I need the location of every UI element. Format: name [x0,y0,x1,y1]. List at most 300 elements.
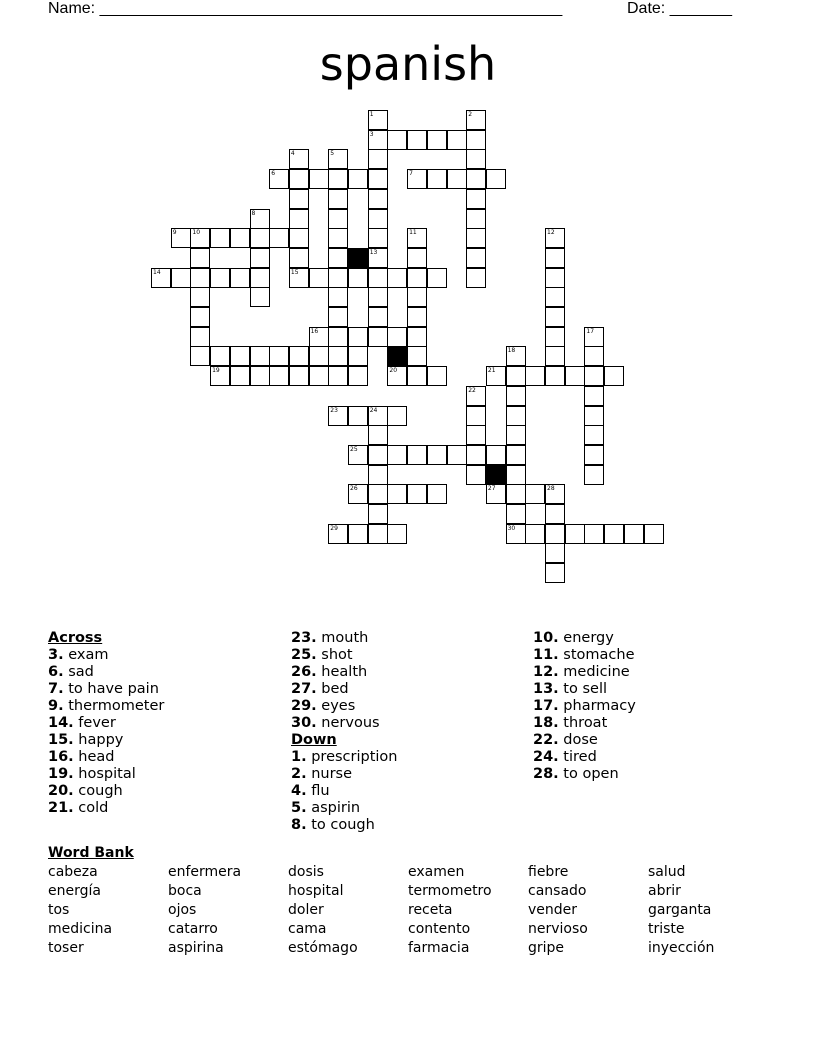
down-clue [291,749,397,766]
word-bank-word: toser [48,940,84,956]
clue-text: exam [63,647,109,663]
across-clue [48,800,164,817]
clue-number: 6. [48,664,64,680]
grid-cell[interactable] [387,484,407,504]
grid-cell[interactable] [387,327,407,347]
grid-cell[interactable] [368,169,388,189]
clue-text: to open [558,766,619,782]
grid-cell[interactable] [525,366,545,386]
grid-cell[interactable] [506,406,526,426]
clue-number: 24. [533,749,559,765]
down-clue [291,817,397,834]
grid-cell[interactable] [151,268,171,288]
clue-text: happy [73,732,124,748]
down-clue [533,698,636,715]
grid-cell[interactable] [486,169,506,189]
grid-cell[interactable] [525,524,545,544]
grid-cell[interactable] [486,445,506,465]
clue-number: 15. [48,732,74,748]
grid-cell[interactable] [584,445,604,465]
clue-text: to sell [558,681,607,697]
word-bank-word: enfermera [168,864,242,880]
word-bank-word: termometro [408,883,492,899]
grid-cell[interactable] [328,346,348,366]
grid-cell[interactable] [506,484,526,504]
clue-number: 19 [212,367,220,375]
grid-cell[interactable] [644,524,664,544]
word-bank-word: doler [288,902,324,918]
clue-text: head [73,749,115,765]
clue-text: stomache [558,647,635,663]
grid-cell[interactable] [466,189,486,209]
clue-number: 4 [290,150,295,158]
clue-number: 13 [369,248,378,256]
word-bank-word: vender [528,902,578,918]
clue-text: energy [558,630,614,646]
grid-cell[interactable] [250,209,270,229]
grid-cell[interactable] [309,366,329,386]
across-clue [48,715,164,732]
grid-cell[interactable] [368,327,388,347]
grid-cell[interactable] [506,386,526,406]
grid-cell[interactable] [545,228,565,248]
grid-cell[interactable] [368,209,388,229]
grid-cell[interactable] [466,406,486,426]
grid-cell[interactable] [584,366,604,386]
clue-text: pharmacy [558,698,636,714]
grid-cell[interactable] [250,248,270,268]
grid-cell[interactable] [407,484,427,504]
across-clue [48,698,164,715]
clue-number: 1. [291,749,307,765]
word-bank-word: catarro [168,921,218,937]
grid-cell[interactable] [269,169,289,189]
clue-text: dose [558,732,598,748]
clue-number: 3. [48,647,64,663]
grid-cell[interactable] [387,406,407,426]
grid-cell[interactable] [545,543,565,563]
grid-cell[interactable] [506,524,526,544]
word-bank-column [408,863,492,958]
grid-cell[interactable] [309,169,329,189]
grid-cell[interactable] [584,327,604,347]
grid-cell[interactable] [348,484,368,504]
grid-cell[interactable] [407,307,427,327]
word-bank-word: fiebre [528,864,569,880]
grid-cell[interactable] [328,327,348,347]
clue-number: 12. [533,664,559,680]
grid-cell[interactable] [368,268,388,288]
clue-number: 11 [409,229,417,237]
grid-cell[interactable] [190,327,210,347]
word-bank-word: cabeza [48,864,98,880]
grid-cell[interactable] [447,130,467,150]
grid-cell[interactable] [545,307,565,327]
grid-cell[interactable] [230,346,250,366]
grid-cell[interactable] [466,386,486,406]
word-bank-column [48,863,112,958]
clue-number: 25 [350,445,358,453]
grid-cell[interactable] [447,445,467,465]
grid-cell[interactable] [407,130,427,150]
clue-text: thermometer [63,698,165,714]
grid-cell[interactable] [427,366,447,386]
grid-cell[interactable] [368,189,388,209]
clue-number: 9. [48,698,64,714]
clue-text: cold [73,800,109,816]
grid-cell[interactable] [269,346,289,366]
grid-cell[interactable] [447,169,467,189]
grid-cell[interactable] [348,169,368,189]
grid-cell[interactable] [624,524,644,544]
grid-cell[interactable] [190,268,210,288]
page-title: spanish [319,37,497,91]
clue-number: 19. [48,766,74,782]
clue-number: 2 [468,111,473,118]
word-bank-word: garganta [648,902,712,918]
grid-cell[interactable] [545,346,565,366]
clue-number: 10. [533,630,559,646]
clue-number: 11. [533,647,559,663]
grid-cell[interactable] [171,228,191,248]
grid-cell[interactable] [466,149,486,169]
grid-cell[interactable] [427,445,447,465]
grid-cell[interactable] [545,484,565,504]
clue-number: 28. [533,766,559,782]
grid-cell[interactable] [407,287,427,307]
down-clue [291,800,397,817]
clue-number: 16. [48,749,74,765]
grid-cell[interactable] [466,445,486,465]
grid-cell[interactable] [289,228,309,248]
grid-cell[interactable] [368,504,388,524]
grid-cell[interactable] [466,228,486,248]
grid-cell[interactable] [387,445,407,465]
down-clue [533,732,636,749]
clue-text: medicine [558,664,630,680]
clues-column-1 [48,630,164,817]
grid-cell[interactable] [269,228,289,248]
grid-cell[interactable] [230,366,250,386]
grid-cell[interactable] [190,248,210,268]
clue-text: aspirin [306,800,361,816]
grid-cell[interactable] [604,366,624,386]
down-heading: Down [291,732,337,748]
grid-cell[interactable] [407,248,427,268]
down-clue [533,630,636,647]
grid-cell[interactable] [289,346,309,366]
grid-cell[interactable] [506,445,526,465]
clue-text: hospital [73,766,136,782]
clue-number: 12 [547,229,555,237]
grid-cell[interactable] [604,524,624,544]
grid-cell[interactable] [387,524,407,544]
grid-cell[interactable] [190,346,210,366]
grid-cell[interactable] [506,346,526,366]
word-bank-heading: Word Bank [48,845,134,861]
grid-cell[interactable] [368,406,388,426]
word-bank-word: receta [408,902,453,918]
grid-cell[interactable] [348,268,368,288]
clue-number: 29. [291,698,317,714]
grid-cell[interactable] [466,268,486,288]
grid-cell[interactable] [565,524,585,544]
grid-cell[interactable] [387,130,407,150]
grid-cell[interactable] [348,445,368,465]
grid-cell[interactable] [466,425,486,445]
grid-cell[interactable] [407,268,427,288]
black-square [387,346,407,366]
grid-cell[interactable] [309,268,329,288]
clue-number: 10 [192,229,201,237]
grid-cell[interactable] [525,484,545,504]
word-bank-column [528,863,588,958]
across-clue [291,715,397,732]
word-bank-word: aspirina [168,940,224,956]
word-bank-word: triste [648,921,685,937]
grid-cell[interactable] [210,366,230,386]
grid-cell[interactable] [309,346,329,366]
clue-number: 29 [330,524,338,532]
clue-number: 13. [533,681,559,697]
clue-text: sad [63,664,94,680]
clue-text: nurse [306,766,353,782]
grid-cell[interactable] [289,268,309,288]
grid-cell[interactable] [289,149,309,169]
clue-number: 20. [48,783,74,799]
grid-cell[interactable] [328,169,348,189]
grid-cell[interactable] [486,484,506,504]
word-bank-word: nervioso [528,921,588,937]
grid-cell[interactable] [190,307,210,327]
grid-cell[interactable] [250,268,270,288]
grid-cell[interactable] [348,346,368,366]
grid-cell[interactable] [565,366,585,386]
grid-cell[interactable] [427,268,447,288]
clue-number: 23. [291,630,317,646]
grid-cell[interactable] [190,287,210,307]
grid-cell[interactable] [348,366,368,386]
grid-cell[interactable] [171,268,191,288]
grid-cell[interactable] [368,110,388,130]
grid-cell[interactable] [328,228,348,248]
grid-cell[interactable] [368,425,388,445]
clue-number: 27 [487,485,496,493]
grid-cell[interactable] [545,248,565,268]
grid-cell[interactable] [486,366,506,386]
grid-cell[interactable] [368,445,388,465]
across-clue [291,630,397,647]
clue-number: 5. [291,800,307,816]
grid-cell[interactable] [328,209,348,229]
grid-cell[interactable] [289,169,309,189]
grid-cell[interactable] [466,465,486,485]
grid-cell[interactable] [387,268,407,288]
word-bank-word: contento [408,921,471,937]
grid-cell[interactable] [545,524,565,544]
grid-cell[interactable] [250,287,270,307]
grid-cell[interactable] [269,366,289,386]
grid-cell[interactable] [506,465,526,485]
clue-number: 2. [291,766,307,782]
grid-cell[interactable] [289,209,309,229]
grid-cell[interactable] [407,169,427,189]
word-bank-column [648,863,714,958]
grid-cell[interactable] [368,465,388,485]
grid-cell[interactable] [230,228,250,248]
date-field[interactable]: Date: _______ [627,0,732,17]
word-bank-word: ojos [168,902,197,918]
clue-text: cough [73,783,123,799]
grid-cell[interactable] [407,445,427,465]
grid-cell[interactable] [466,169,486,189]
clue-text: flu [306,783,330,799]
clue-text: health [316,664,368,680]
grid-cell[interactable] [230,268,250,288]
grid-cell[interactable] [368,524,388,544]
clue-number: 25. [291,647,317,663]
word-bank-word: salud [648,864,686,880]
grid-cell[interactable] [427,484,447,504]
clue-number: 9 [172,229,177,237]
clue-text: eyes [316,698,356,714]
grid-cell[interactable] [545,563,565,583]
grid-cell[interactable] [368,149,388,169]
grid-cell[interactable] [368,248,388,268]
grid-cell[interactable] [466,209,486,229]
clue-number: 14 [153,268,161,276]
grid-cell[interactable] [584,406,604,426]
clues-column-2 [291,630,397,834]
grid-cell[interactable] [210,346,230,366]
word-bank-word: cama [288,921,327,937]
across-clue [48,749,164,766]
grid-cell[interactable] [368,307,388,327]
grid-cell[interactable] [348,327,368,347]
down-clue [533,766,636,783]
clue-number: 16 [310,327,319,335]
clue-number: 21 [487,367,496,375]
word-bank-word: cansado [528,883,587,899]
clue-number: 3 [369,130,374,138]
grid-cell[interactable] [427,169,447,189]
clue-number: 18 [507,347,516,355]
grid-cell[interactable] [368,484,388,504]
grid-cell[interactable] [250,228,270,248]
clue-number: 7 [409,170,413,178]
grid-cell[interactable] [368,228,388,248]
down-clue [533,681,636,698]
grid-cell[interactable] [407,346,427,366]
clue-number: 17. [533,698,559,714]
clue-number: 22. [533,732,559,748]
grid-cell[interactable] [387,366,407,386]
grid-cell[interactable] [584,465,604,485]
grid-cell[interactable] [584,386,604,406]
grid-cell[interactable] [506,425,526,445]
grid-cell[interactable] [328,366,348,386]
across-clue [48,766,164,783]
grid-cell[interactable] [407,366,427,386]
grid-cell[interactable] [348,406,368,426]
grid-cell[interactable] [289,248,309,268]
word-bank-word: tos [48,902,70,918]
grid-cell[interactable] [289,366,309,386]
grid-cell[interactable] [328,248,348,268]
clues-column-3 [533,630,636,783]
clue-number: 8 [251,209,256,217]
clue-number: 7. [48,681,64,697]
grid-cell[interactable] [466,248,486,268]
grid-cell[interactable] [250,346,270,366]
word-bank-word: hospital [288,883,344,899]
grid-cell[interactable] [584,346,604,366]
grid-cell[interactable] [506,504,526,524]
grid-cell[interactable] [328,287,348,307]
clue-number: 17 [586,327,595,335]
clue-number: 4. [291,783,307,799]
clue-text: to have pain [63,681,159,697]
grid-cell[interactable] [328,406,348,426]
name-field[interactable]: Name: ____________________________________________________ [48,0,563,17]
grid-cell[interactable] [584,524,604,544]
clue-number: 21. [48,800,74,816]
clue-number: 22 [468,386,476,394]
grid-cell[interactable] [545,327,565,347]
grid-cell[interactable] [545,504,565,524]
grid-cell[interactable] [210,268,230,288]
grid-cell[interactable] [407,327,427,347]
grid-cell[interactable] [368,130,388,150]
word-bank-word: boca [168,883,202,899]
grid-cell[interactable] [328,149,348,169]
grid-cell[interactable] [466,110,486,130]
grid-cell[interactable] [250,366,270,386]
grid-cell[interactable] [210,228,230,248]
grid-cell[interactable] [289,189,309,209]
word-bank-word: gripe [528,940,565,956]
grid-cell[interactable] [545,268,565,288]
grid-cell[interactable] [427,130,447,150]
grid-cell[interactable] [328,307,348,327]
clue-number: 15 [290,268,299,276]
across-clue [291,647,397,664]
grid-cell[interactable] [348,524,368,544]
grid-cell[interactable] [545,366,565,386]
word-bank-word: dosis [288,864,324,880]
grid-cell[interactable] [545,287,565,307]
grid-cell[interactable] [190,228,210,248]
clue-number: 8. [291,817,307,833]
word-bank-word: inyección [648,940,715,956]
grid-cell[interactable] [466,130,486,150]
grid-cell[interactable] [506,366,526,386]
grid-cell[interactable] [584,425,604,445]
grid-cell[interactable] [328,524,348,544]
grid-cell[interactable] [407,228,427,248]
clue-number: 6 [271,170,276,178]
grid-cell[interactable] [309,327,329,347]
grid-cell[interactable] [368,287,388,307]
word-bank-word: farmacia [408,940,470,956]
clue-number: 23 [330,406,338,414]
clue-text: nervous [316,715,380,731]
grid-cell[interactable] [328,189,348,209]
clue-number: 28 [547,485,555,493]
black-square [486,465,506,485]
grid-cell[interactable] [328,268,348,288]
down-clue [533,715,636,732]
